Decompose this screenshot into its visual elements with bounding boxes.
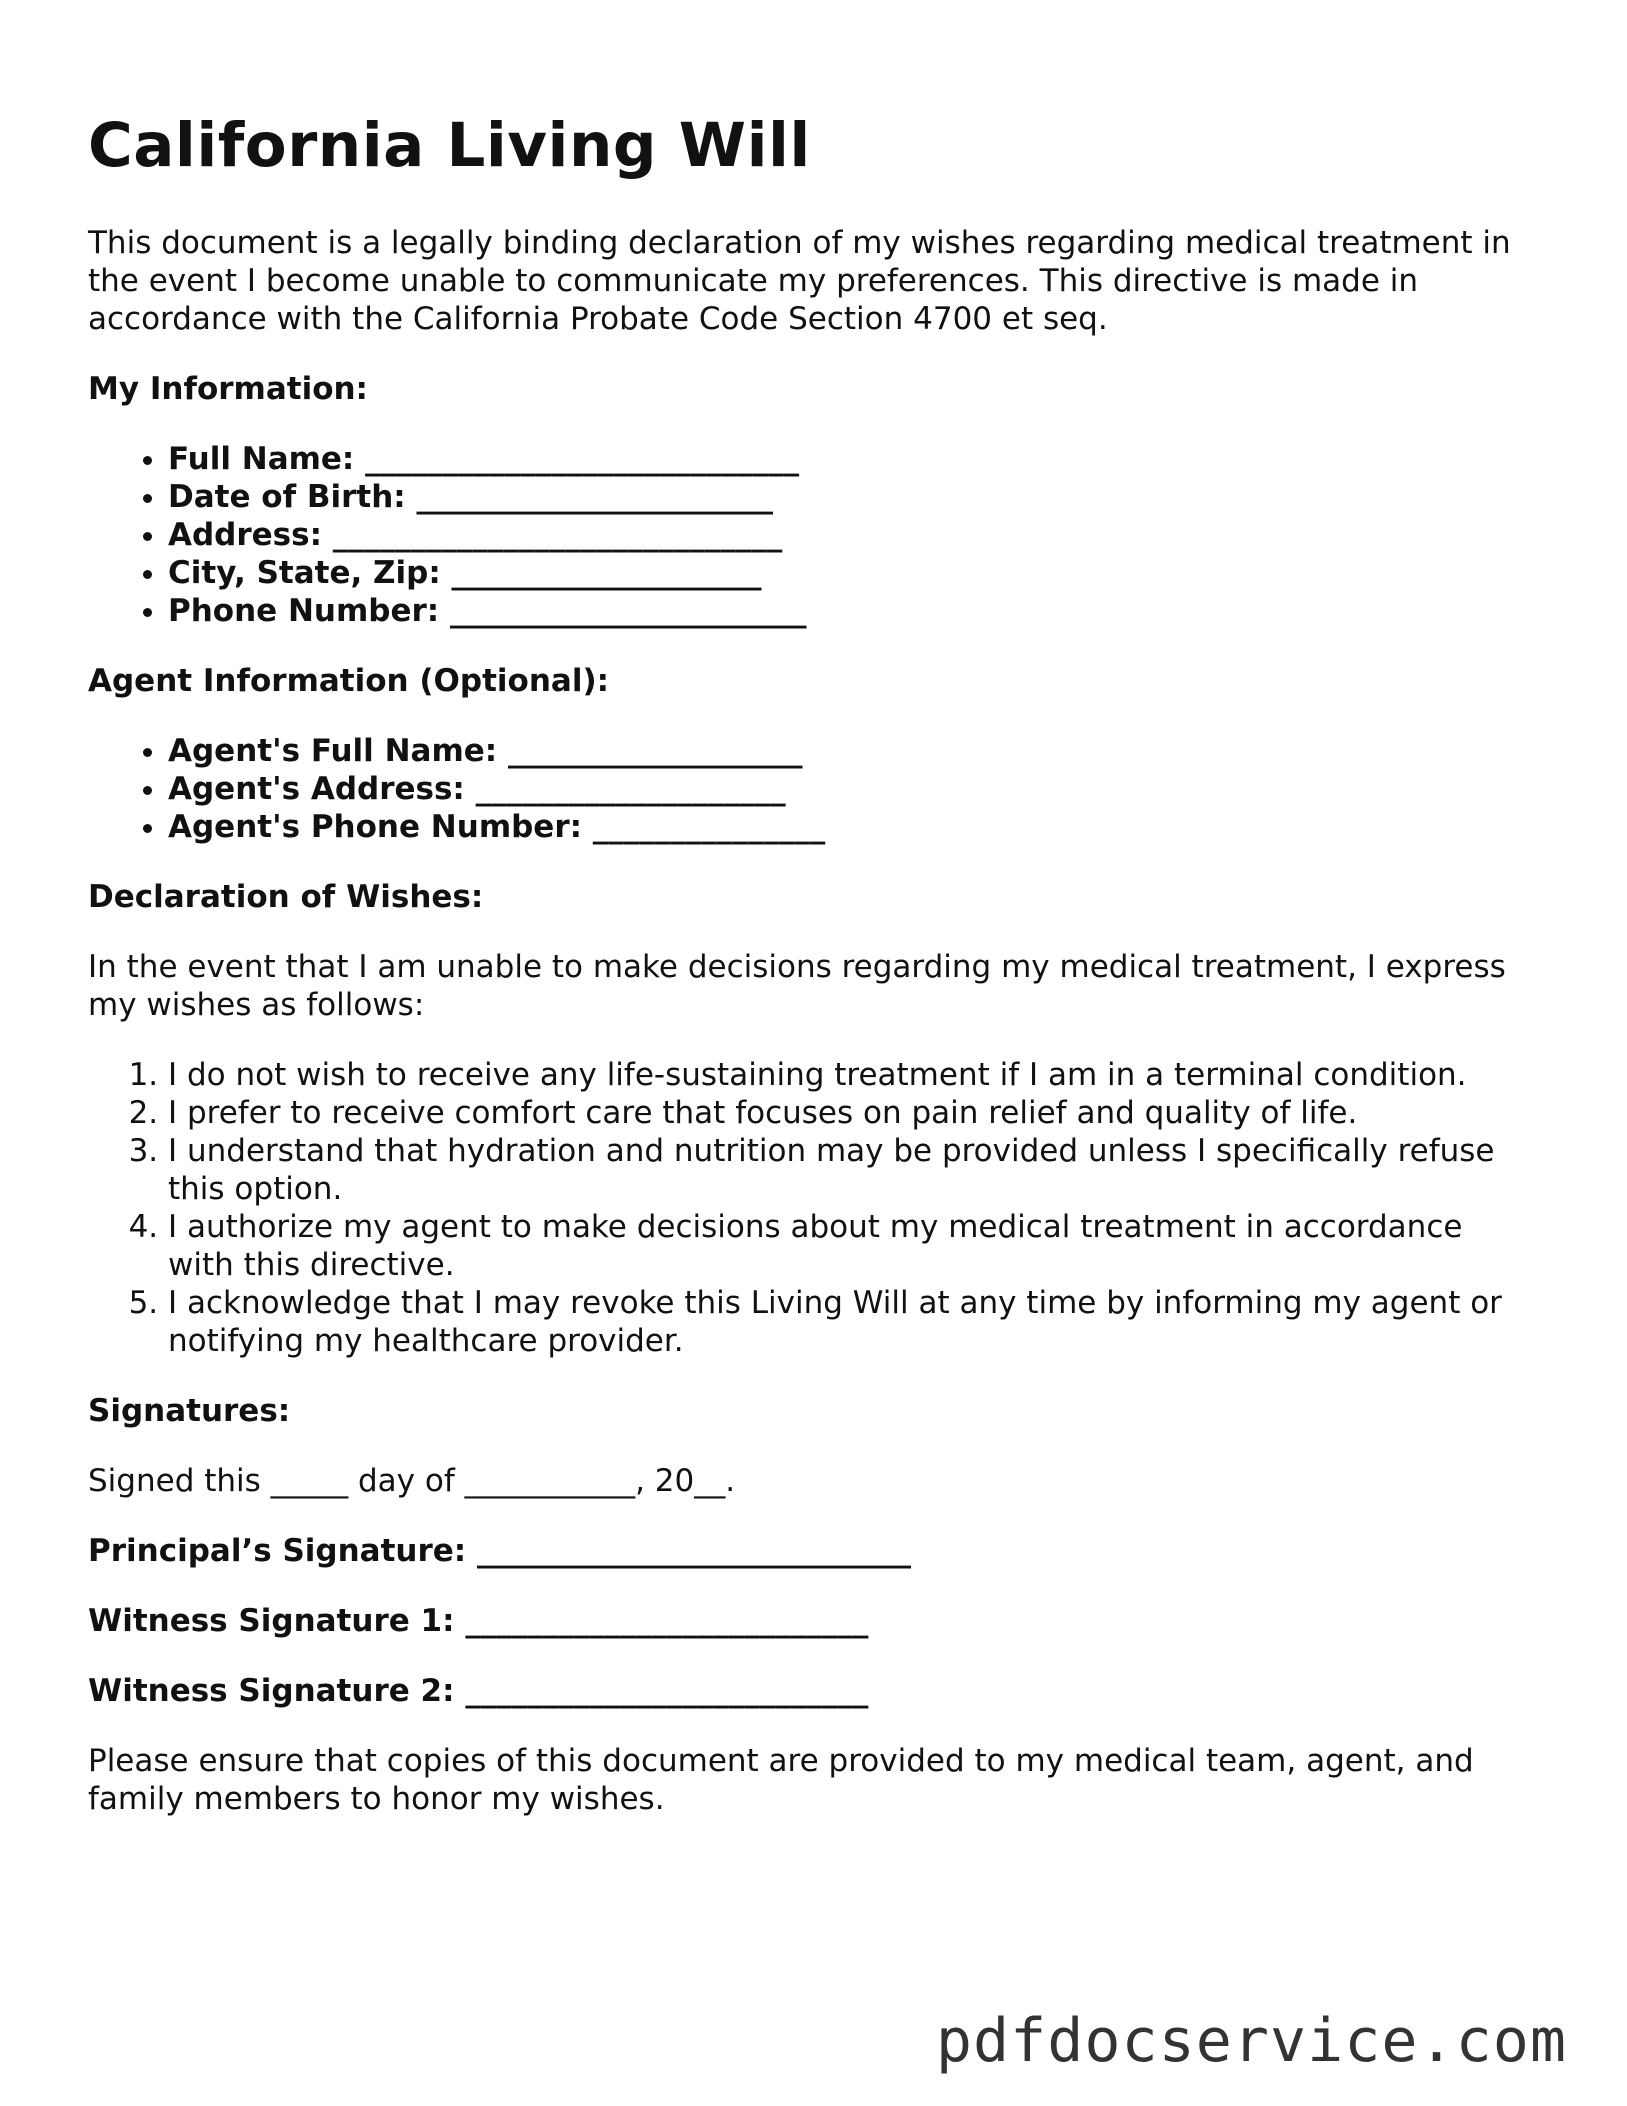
witness-signature-1-line: Witness Signature 1: __________________________ <box>88 1603 869 1639</box>
signatures-heading: Signatures: <box>88 1393 291 1429</box>
declaration-list <box>88 1056 1538 1360</box>
agent-info-list <box>88 732 1538 846</box>
list-item: • Phone Number: _______________________ <box>168 592 1538 630</box>
witness-signature-2-line: Witness Signature 2: __________________________ <box>88 1673 869 1709</box>
list-item: 5. I acknowledge that I may revoke this Living Will at any time by informing my agent or notifying my healthcare provider. <box>168 1284 1538 1360</box>
list-item: 1. I do not wish to receive any life-sustaining treatment if I am in a terminal condition. <box>168 1056 1538 1094</box>
document-page <box>88 110 1538 1850</box>
list-item: 4. I authorize my agent to make decisions about my medical treatment in accordance with this directive. <box>168 1208 1538 1284</box>
principal-signature-line: Principal’s Signature: ____________________________ <box>88 1533 911 1569</box>
list-item: • Agent's Address: ____________________ <box>168 770 1538 808</box>
my-info-heading: My Information: <box>88 371 368 407</box>
my-info-list <box>88 440 1538 630</box>
agent-info-heading: Agent Information (Optional): <box>88 663 610 699</box>
declaration-heading: Declaration of Wishes: <box>88 879 484 915</box>
list-item: • Address: _____________________________ <box>168 516 1538 554</box>
list-item: • Agent's Phone Number: _______________ <box>168 808 1538 846</box>
document-title: California Living Will <box>88 110 811 181</box>
declaration-intro: In the event that I am unable to make decisions regarding my medical treatment, I express my wishes as follows: <box>88 949 1506 1023</box>
signed-date-line: Signed this _____ day of ___________, 20__. <box>88 1463 736 1499</box>
list-item: 3. I understand that hydration and nutrition may be provided unless I specifically refuse this option. <box>168 1132 1538 1208</box>
list-item: • Agent's Full Name: ___________________ <box>168 732 1538 770</box>
intro-paragraph: This document is a legally binding declaration of my wishes regarding medical treatment in the event I become unable to communicate my preferences. This directive is made in accordance with the California Probate Code Section 4700 et seq. <box>88 225 1511 337</box>
watermark-brand: pdfdocservice.com <box>935 2006 1567 2076</box>
list-item: • Date of Birth: _______________________ <box>168 478 1538 516</box>
list-item: 2. I prefer to receive comfort care that focuses on pain relief and quality of life. <box>168 1094 1538 1132</box>
list-item: • Full Name: ____________________________ <box>168 440 1538 478</box>
closing-paragraph: Please ensure that copies of this document are provided to my medical team, agent, and family members to honor my wishes. <box>88 1743 1474 1817</box>
list-item: • City, State, Zip: ____________________ <box>168 554 1538 592</box>
